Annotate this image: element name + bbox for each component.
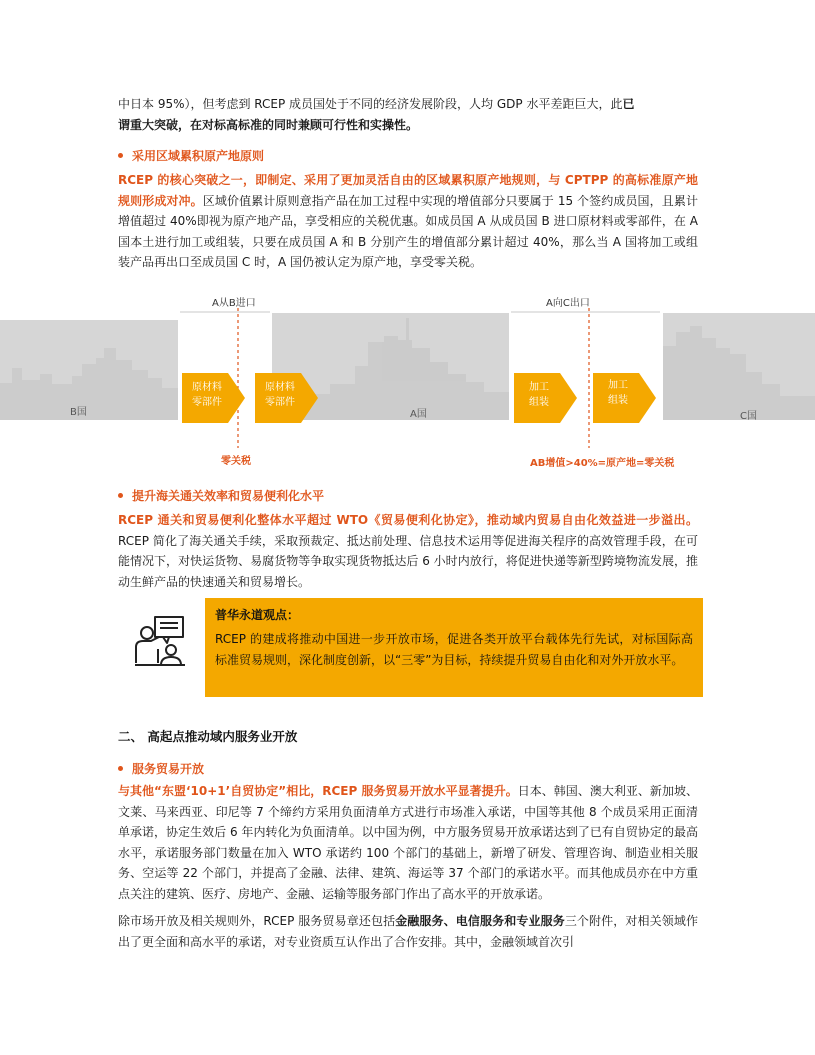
- bullet-dot-icon: [118, 153, 123, 158]
- closing-text-2: 三个附件，对相关领域作出了更全面和高水平的承诺，对专业资质互认作出了合作安排。其中，金融领域首次引: [118, 914, 698, 949]
- origin-paragraph: [118, 170, 698, 273]
- diagram-graphic: [0, 288, 815, 473]
- arrow-3-text: 加工 组装: [529, 382, 549, 408]
- origin-rule-diagram: [0, 288, 815, 473]
- zero-tariff-label: 零关税: [221, 456, 251, 467]
- intro-text: 中日本 95%），但考虑到 RCEP 成员国处于不同的经济发展阶段，人均 GDP 水平差距巨大，此: [118, 97, 623, 111]
- services-paragraph: [118, 781, 698, 904]
- bullet-dot-icon: [118, 493, 123, 498]
- origin-body: 区域价值累计原则意指产品在加工过程中实现的增值部分只要属于 15 个签约成员国，且累计增值超过 40%即视为原产地产品，享受相应的关税优惠。如成员国 A 从成员国 B 进口原材料或零部件，在 A 国本土进行加工或组装，只要在成员国 A 和 B 分别产生的增值部分累计超过 40%，那么当 A 国将加工或组装产品再出口至成员国 C 时，A 国仍被认定为原产地，享受零关税。: [118, 193, 698, 269]
- customs-lead: RCEP 通关和贸易便利化整体水平超过 WTO《贸易便利化协定》，推动域内贸易自由化效益进一步溢出。: [118, 513, 698, 527]
- export-label: A向C出口: [546, 298, 590, 309]
- closing-bold: 金融服务、电信服务和专业服务: [395, 914, 565, 928]
- viewpoint-box: [205, 598, 703, 697]
- origin-lead: RCEP 的核心突破之一，即制定、采用了更加灵活自由的区域累积原产地规则，与 CPTPP 的高标准原产地规则形成对冲。: [118, 173, 698, 208]
- presentation-icon: [133, 613, 189, 669]
- section-two-title: 二、 高起点推动域内服务业开放: [118, 729, 298, 744]
- intro-paragraph: [118, 94, 698, 135]
- import-label: A从B进口: [212, 298, 256, 309]
- services-body: 日本、韩国、澳大利亚、新加坡、文莱、马来西亚、印尼等 7 个缔约方采用负面清单方式进行市场准入承诺，中国等其他 8 个成员采用正面清单承诺，协定生效后 6 年内转化为负面清单。以中国为例，中方服务贸易开放承诺达到了已有自贸协定的最高水平，承诺服务部门数量在加入 WTO 承诺约 100 个部门的基础上，新增了研发、管理咨询、制造业相关服务、空运等 22 个部门，并提高了金融、法律、建筑、海运等 37 个部门的承诺水平。而其他成员亦在中方重点关注的建筑、医疗、房地产、金融、运输等服务部门作出了高水平的开放承诺。: [118, 784, 698, 901]
- country-c-label: C国: [740, 411, 757, 422]
- viewpoint-text: RCEP 的建成将推动中国进一步开放市场，促进各类开放平台载体先行先试，对标国际高标准贸易规则，深化制度创新，以“三零”为目标，持续提升贸易自由化和对外开放水平。: [215, 632, 693, 667]
- intro-bold-text: 谓重大突破，在对标高标准的同时兼顾可行性和实操性。: [118, 117, 419, 132]
- viewpoint-title: 普华永道观点：: [215, 608, 300, 622]
- bullet-customs: [118, 487, 324, 505]
- arrow-4-text: 加工 组装: [608, 380, 628, 406]
- bullet-dot-icon: [118, 766, 123, 771]
- rule-note-label: AB增值>40%=原产地=零关税: [530, 458, 675, 469]
- country-b-label: B国: [70, 407, 87, 418]
- bullet-title-text: 服务贸易开放: [132, 762, 205, 776]
- arrow-1-text: 原材料 零部件: [192, 382, 222, 408]
- customs-paragraph: [118, 510, 698, 592]
- bullet-title-text: 采用区域累积原产地原则: [132, 149, 265, 163]
- bullet-services: [118, 760, 204, 778]
- services-lead: 与其他“东盟‘10+1’自贸协定”相比，RCEP 服务贸易开放水平显著提升。: [118, 784, 518, 798]
- country-a-label: A国: [410, 409, 427, 420]
- customs-body: RCEP 简化了海关通关手续，采取预裁定、抵达前处理、信息技术运用等促进海关程序的高效管理手段，在可能情况下，对快运货物、易腐货物等争取实现货物抵达后 6 小时内放行，将促进快递等新型跨境物流发展，推动生鲜产品的快速通关和贸易增长。: [118, 533, 698, 589]
- arrow-2-text: 原材料 零部件: [265, 382, 295, 408]
- closing-text-1: 除市场开放及相关规则外，RCEP 服务贸易章还包括: [118, 914, 396, 928]
- bullet-origin-rule: [118, 147, 264, 165]
- bullet-title-text: 提升海关通关效率和贸易便利化水平: [132, 489, 325, 503]
- intro-bold-char: 已: [622, 97, 635, 111]
- closing-paragraph: [118, 911, 698, 952]
